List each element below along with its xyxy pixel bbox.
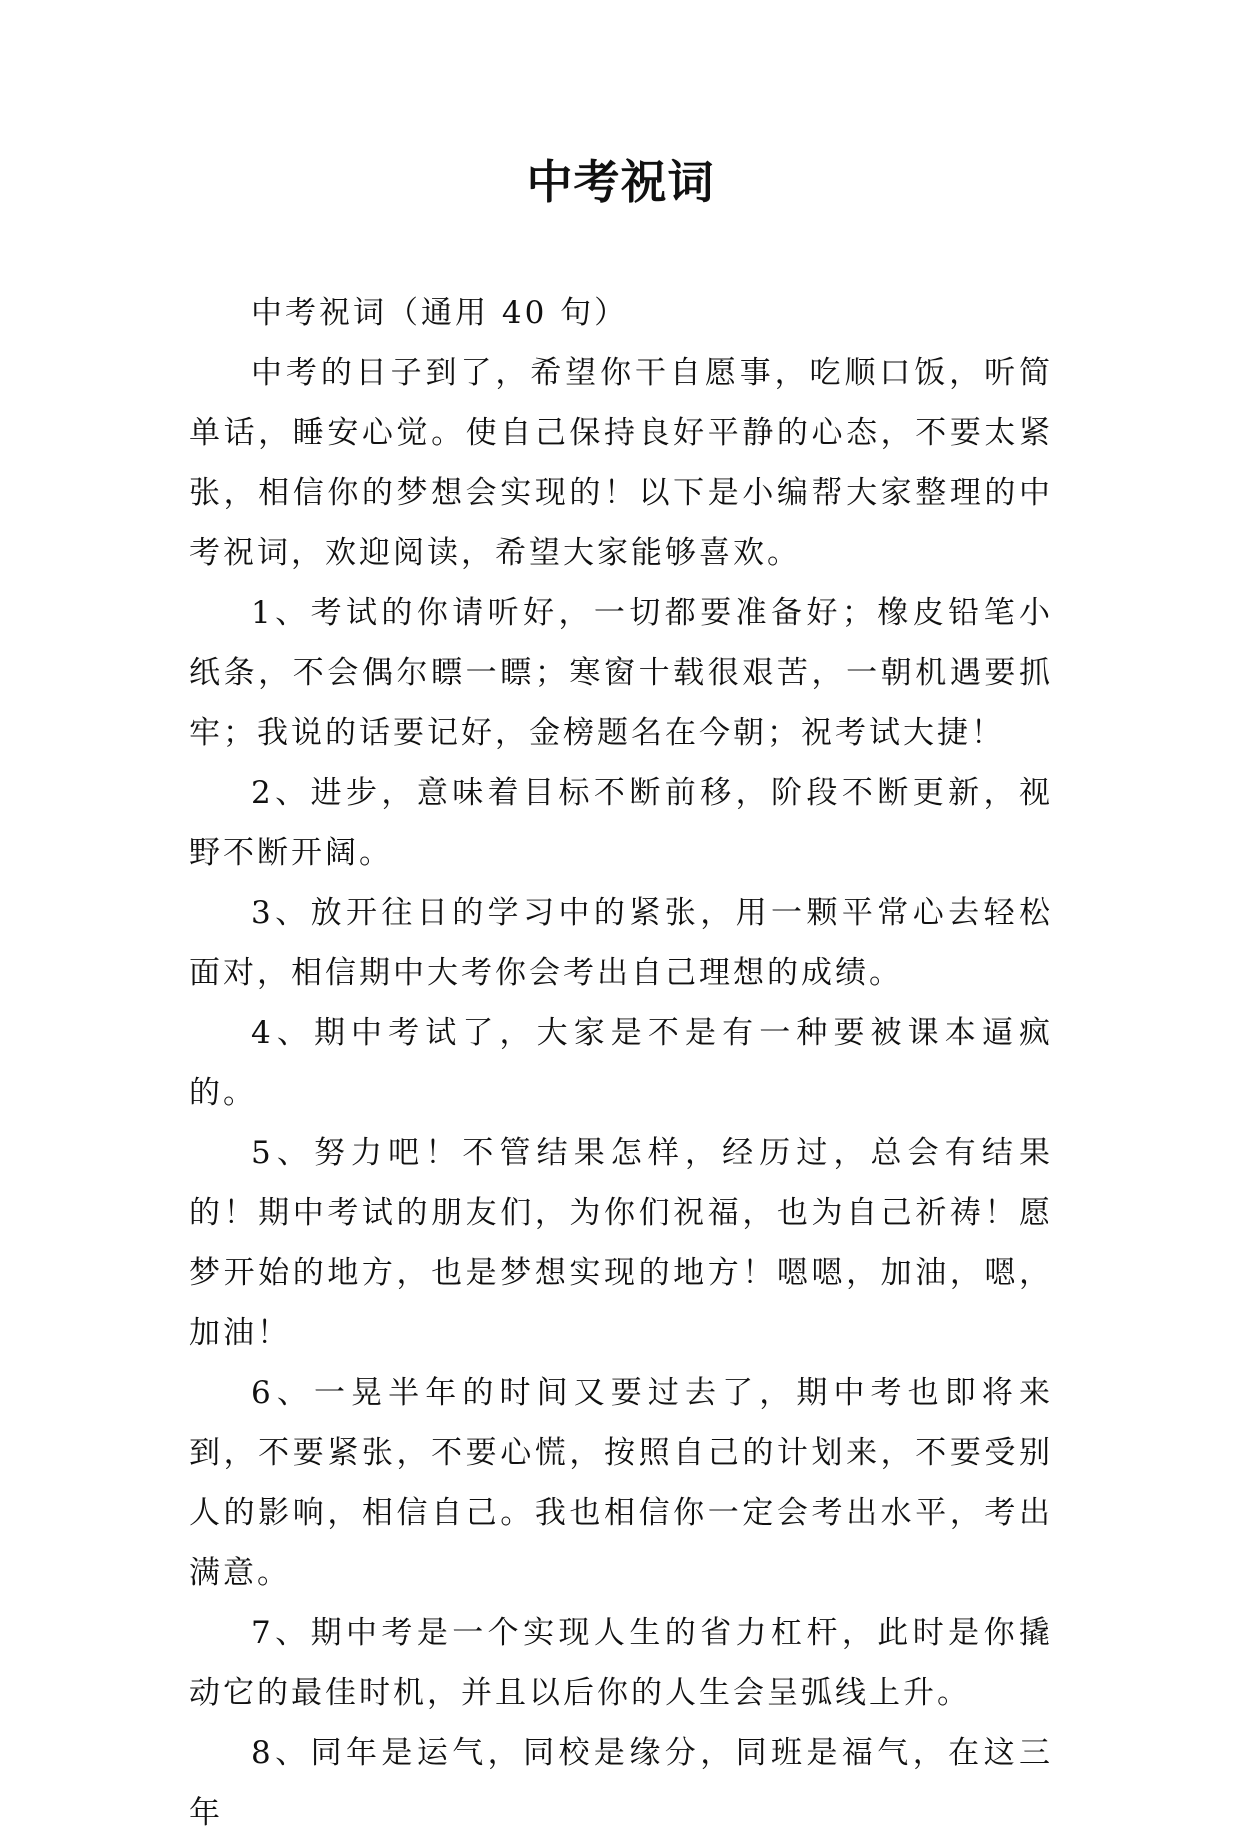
wish-item-4: 4、期中考试了，大家是不是有一种要被课本逼疯的。 bbox=[189, 1015, 1053, 1111]
intro-paragraph: 中考的日子到了，希望你干自愿事，吃顺口饭，听简单话，睡安心觉。使自己保持良好平静的心态，不要太紧张，相信你的梦想会实现的！以下是小编帮大家整理的中考祝词，欢迎阅读，希望大家能够喜欢。 bbox=[189, 355, 1053, 571]
wish-item-8: 8、同年是运气，同校是缘分，同班是福气，在这三年 bbox=[189, 1735, 1053, 1831]
wish-item-7: 7、期中考是一个实现人生的省力杠杆，此时是你撬动它的最佳时机，并且以后你的人生会呈弧线上升。 bbox=[189, 1615, 1053, 1711]
document-body bbox=[189, 283, 1053, 1843]
wish-item-1: 1、考试的你请听好，一切都要准备好；橡皮铅笔小纸条，不会偶尔瞟一瞟；寒窗十载很艰苦，一朝机遇要抓牢；我说的话要记好，金榜题名在今朝；祝考试大捷！ bbox=[189, 595, 1053, 751]
document-title: 中考祝词 bbox=[526, 155, 715, 209]
wish-item-6: 6、一晃半年的时间又要过去了，期中考也即将来到，不要紧张，不要心慌，按照自己的计划来，不要受别人的影响，相信自己。我也相信你一定会考出水平，考出满意。 bbox=[189, 1375, 1053, 1591]
wish-item-3: 3、放开往日的学习中的紧张，用一颗平常心去轻松面对，相信期中大考你会考出自己理想的成绩。 bbox=[189, 895, 1053, 991]
wish-item-2: 2、进步，意味着目标不断前移，阶段不断更新，视野不断开阔。 bbox=[189, 775, 1053, 871]
subtitle-paragraph: 中考祝词（通用 40 句） bbox=[251, 295, 629, 331]
wish-item-5: 5、努力吧！不管结果怎样，经历过，总会有结果的！期中考试的朋友们，为你们祝福，也为自己祈祷！愿梦开始的地方，也是梦想实现的地方！嗯嗯，加油，嗯，加油！ bbox=[189, 1135, 1053, 1351]
